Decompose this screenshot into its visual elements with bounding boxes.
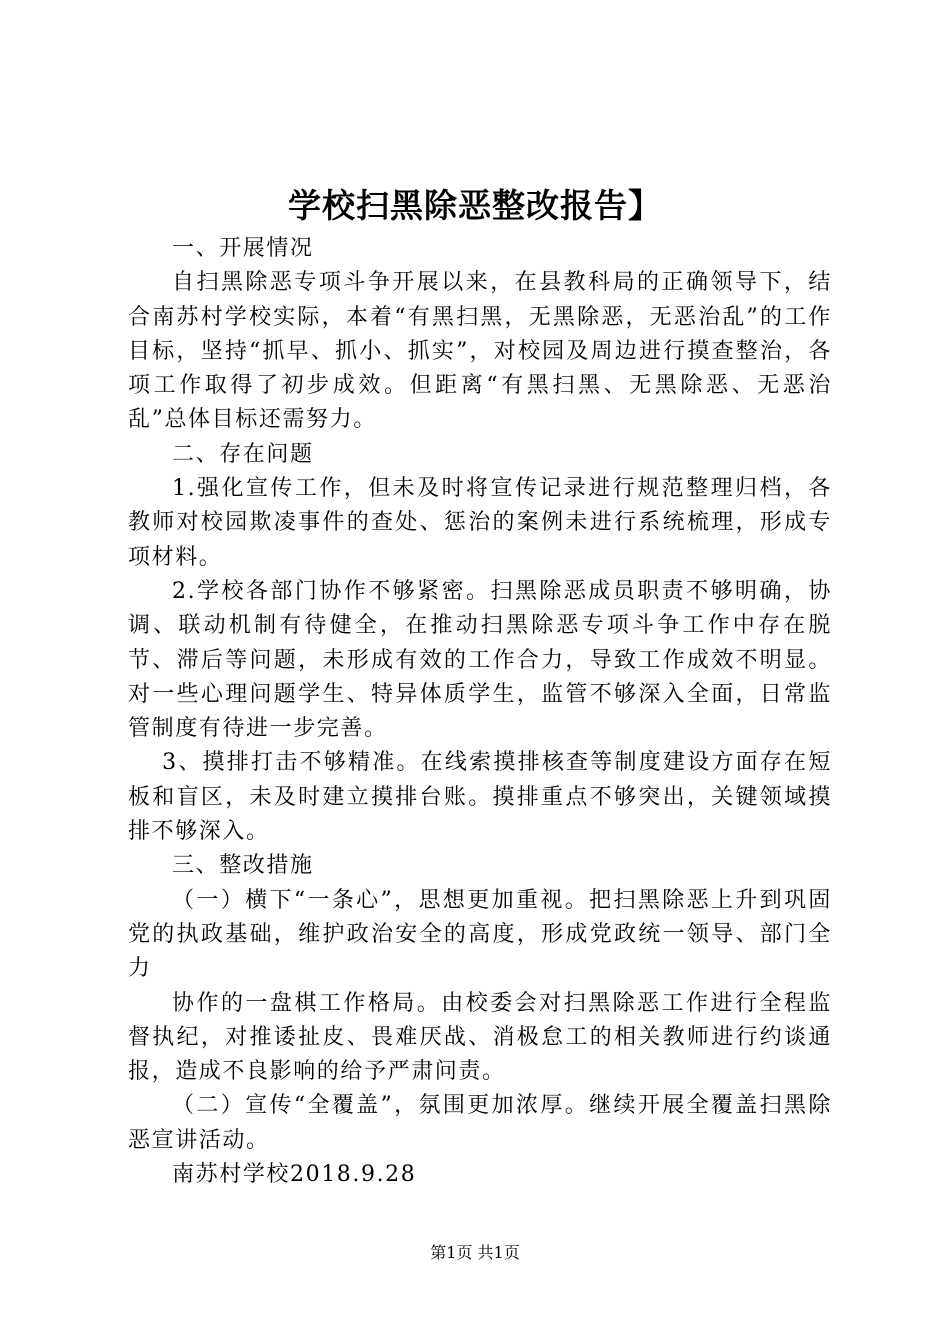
document-title: 学校扫黑除恶整改报告】 <box>288 186 662 225</box>
paragraph-measure-1: （一）横下“一条心”，思想更加重视。把扫黑除恶上升到巩固党的执政基础，维护政治安全的高度，形成党政统一领导、部门全力 <box>128 887 832 982</box>
paragraph-problem-3: 3、摸排打击不够精准。在线索摸排核查等制度建设方面存在短板和盲区，未及时建立摸排台账。摸排重点不够突出，关键领域摸排不够深入。 <box>128 750 832 845</box>
paragraph-measure-2: （二）宣传“全覆盖”，氛围更加浓厚。继续开展全覆盖扫黑除恶宣讲活动。 <box>128 1093 832 1153</box>
section-heading-3: 三、整改措施 <box>172 853 314 879</box>
paragraph-problem-2: 2.学校各部门协作不够紧密。扫黑除恶成员职责不够明确，协调、联动机制有待健全，在推动扫黑除恶专项斗争工作中存在脱节、滞后等问题，未形成有效的工作合力，导致工作成效不明显。对一些心理问题学生、特异体质学生，监管不够深入全面，日常监管制度有待进一步完善。 <box>128 578 832 742</box>
paragraph-problem-1: 1.强化宣传工作，但未及时将宣传记录进行规范整理归档，各教师对校园欺凌事件的查处、惩治的案例未进行系统梳理，形成专项材料。 <box>128 476 832 570</box>
page-footer: 第1页 共1页 <box>430 1243 520 1262</box>
signature-date: 南苏村学校2018.9.28 <box>172 1162 417 1188</box>
paragraph-overview: 自扫黑除恶专项斗争开展以来，在县教科局的正确领导下，结合南苏村学校实际，本着“有黑扫黑，无黑除恶，无恶治乱”的工作目标，坚持“抓早、抓小、抓实”，对校园及周边进行摸查整治，各项工作取得了初步成效。但距离“有黑扫黑、无黑除恶、无恶治乱”总体目标还需努力。 <box>128 270 832 433</box>
paragraph-measure-1-cont: 协作的一盘棋工作格局。由校委会对扫黑除恶工作进行全程监督执纪，对推诿扯皮、畏难厌战、消极怠工的相关教师进行约谈通报，造成不良影响的给予严肃问责。 <box>128 990 832 1085</box>
section-heading-2: 二、存在问题 <box>172 441 314 467</box>
document-body <box>128 232 832 1192</box>
section-heading-1: 一、开展情况 <box>172 236 314 261</box>
